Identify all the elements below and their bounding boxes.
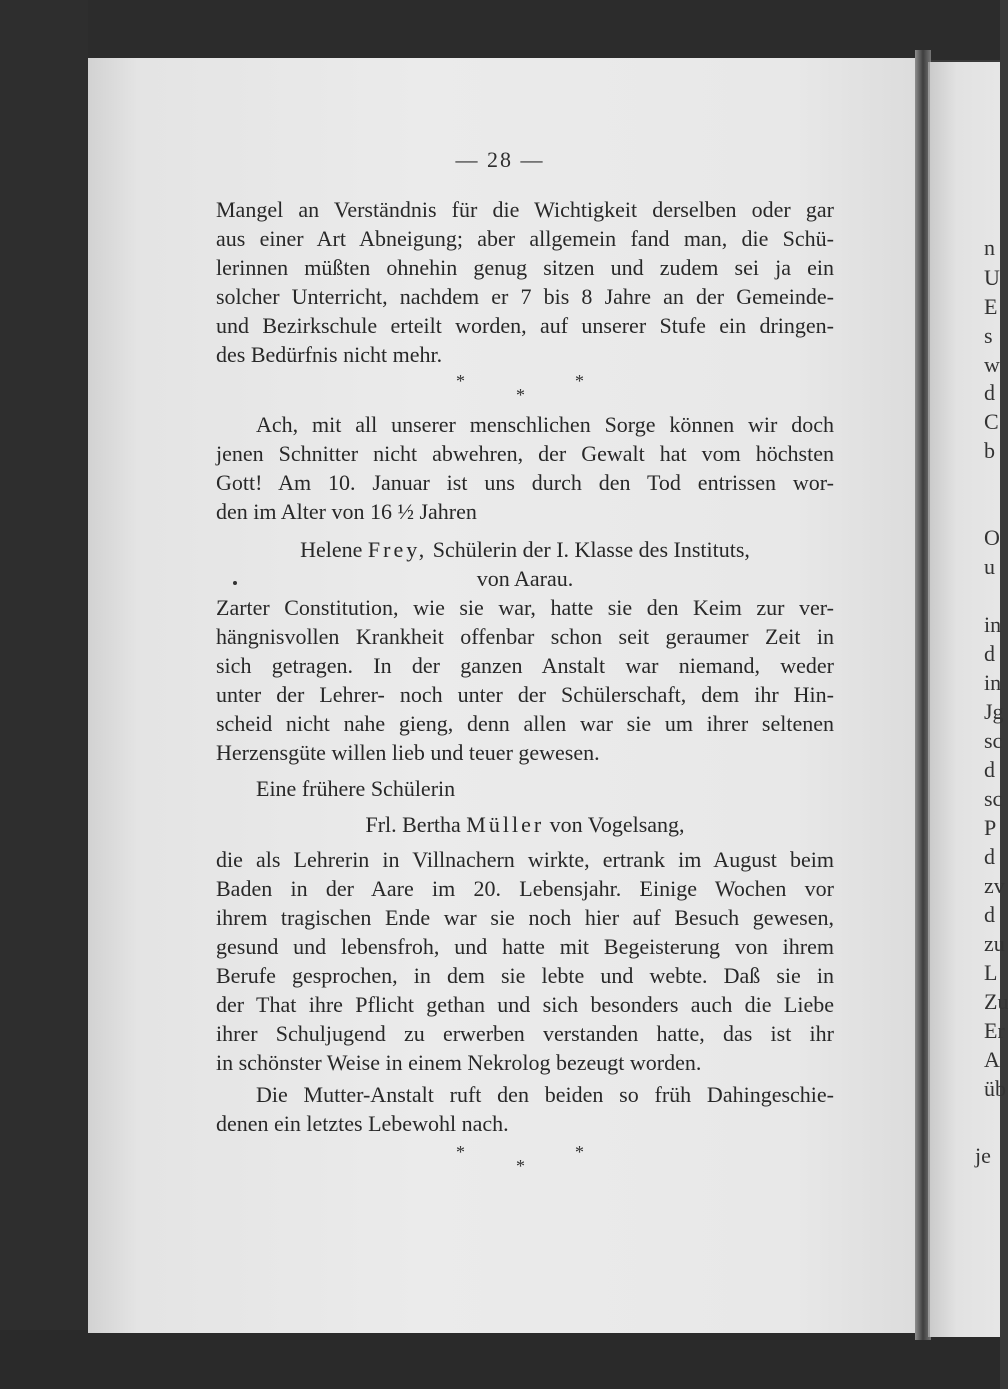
text-line: hängnisvollen Krankheit offenbar schon seit geraumer Zeit in: [216, 624, 834, 649]
asterism-star: *: [516, 1156, 525, 1176]
description: von Vogelsang,: [549, 812, 685, 837]
asterism-star: *: [456, 1142, 465, 1162]
adjacent-page-fragment: d: [984, 641, 995, 666]
text-line: aus einer Art Abneigung; aber allgemein fand man, die Schü-: [216, 226, 834, 251]
adjacent-page-fragment: E: [984, 294, 998, 319]
surname: Müller: [466, 812, 545, 837]
text-line: scheid nicht nahe gieng, denn allen war sie um ihrer seltenen: [216, 711, 834, 736]
adjacent-page-fragment: je: [975, 1143, 991, 1168]
adjacent-page-fragment: O: [984, 525, 1000, 550]
asterism-star: *: [456, 371, 465, 391]
adjacent-page-fragment: zu: [984, 931, 1005, 956]
adjacent-page-fragment: sc: [984, 786, 1003, 811]
adjacent-page-fragment: Jg: [984, 699, 1004, 724]
scan-background-bottom: [0, 1330, 1000, 1389]
text-line: den im Alter von 16 ½ Jahren: [216, 499, 477, 524]
adjacent-page-fragment: d: [984, 380, 995, 405]
adjacent-page-fragment: w: [984, 352, 1000, 377]
text-line: Ach, mit all unserer menschlichen Sorge können wir doch: [256, 412, 834, 437]
text-line: in schönster Weise in einem Nekrolog bezeugt worden.: [216, 1050, 702, 1075]
adjacent-page-fragment: U: [984, 265, 1000, 290]
adjacent-page-fragment: Zu: [984, 989, 1008, 1014]
adjacent-page-fragment: s: [984, 323, 993, 348]
adjacent-page-fragment: C: [984, 409, 999, 434]
deceased-name-line: [216, 810, 834, 840]
adjacent-page-fragment: A: [984, 1047, 1000, 1072]
adjacent-page-fragment: zv: [984, 873, 1005, 898]
text-line: lerinnen müßten ohnehin genug sitzen und zudem sei ja ein: [216, 255, 834, 280]
scan-background-top: [0, 0, 1000, 60]
asterism-star: *: [516, 385, 525, 405]
text-line: denen ein letztes Lebewohl nach.: [216, 1111, 509, 1136]
text-line: sich getragen. In der ganzen Anstalt war niemand, weder: [216, 653, 834, 678]
text-line: des Bedürfnis nicht mehr.: [216, 342, 443, 367]
text-line: Zarter Constitution, wie sie war, hatte sie den Keim zur ver-: [216, 595, 834, 620]
adjacent-page-fragment: b: [984, 438, 995, 463]
text-line: der That ihre Pflicht gethan und sich besonders auch die Liebe: [216, 992, 834, 1017]
text-line: Mangel an Verständnis für die Wichtigkeit derselben oder gar: [216, 197, 834, 222]
text-line: ihrer Schuljugend zu erwerben verstanden hatte, das ist ihr: [216, 1021, 834, 1046]
adjacent-page: [928, 62, 1008, 1337]
text-line: Herzensgüte willen lieb und teuer gewesen.: [216, 740, 600, 765]
adjacent-page-fragment: P: [984, 815, 997, 840]
text-line: unter der Lehrer- noch unter der Schülerschaft, dem ihr Hin-: [216, 682, 834, 707]
text-line: jenen Schnitter nicht abwehren, der Gewalt hat vom höchsten: [216, 441, 834, 466]
adjacent-page-fragment: n: [984, 235, 995, 260]
adjacent-page-fragment: L: [984, 960, 998, 985]
text-line: solcher Unterricht, nachdem er 7 bis 8 Jahre an der Gemeinde-: [216, 284, 834, 309]
text-line: ihrem tragischen Ende war sie noch hier auf Besuch gewesen,: [216, 905, 834, 930]
text-line: Die Mutter-Anstalt ruft den beiden so früh Dahingeschie-: [256, 1082, 834, 1107]
adjacent-page-fragment: d: [984, 902, 995, 927]
first-name: Helene: [300, 537, 363, 562]
text-line: die als Lehrerin in Villnachern wirkte, ertrank im August beim: [216, 847, 834, 872]
asterism-star: *: [575, 371, 584, 391]
text-line: gesund und lebensfroh, und hatte mit Begeisterung von ihrem: [216, 934, 834, 959]
name-prefix: Frl. Bertha: [365, 812, 461, 837]
surname: Frey,: [367, 537, 428, 562]
text-line: Gott! Am 10. Januar ist uns durch den Tod entrissen wor-: [216, 470, 834, 495]
adjacent-page-fragment: in: [984, 612, 1002, 637]
text-line: Eine frühere Schülerin: [256, 776, 456, 801]
adjacent-page-fragment: in: [984, 670, 1002, 695]
adjacent-page-fragment: üb: [984, 1076, 1006, 1101]
page-edge: [928, 62, 930, 1337]
adjacent-page-fragment: u: [984, 554, 995, 579]
text-line: Baden in der Aare im 20. Lebensjahr. Einige Wochen vor: [216, 876, 834, 901]
origin-line: von Aarau.: [476, 566, 574, 591]
description: Schülerin der I. Klasse des Instituts,: [432, 537, 750, 562]
scan-background-left: [0, 0, 88, 1389]
asterism-star: *: [575, 1142, 584, 1162]
adjacent-page-fragment: d: [984, 757, 995, 782]
text-line: und Bezirkschule erteilt worden, auf unserer Stufe ein dringen-: [216, 313, 834, 338]
adjacent-page-fragment: d: [984, 844, 995, 869]
adjacent-page-fragment: sc: [984, 728, 1003, 753]
page-number: — 28 —: [455, 147, 545, 172]
adjacent-page-fragment: Er: [984, 1018, 1005, 1043]
deceased-name-line: [216, 535, 834, 565]
text-line: Berufe gesprochen, in dem sie lebte und webte. Daß sie in: [216, 963, 834, 988]
